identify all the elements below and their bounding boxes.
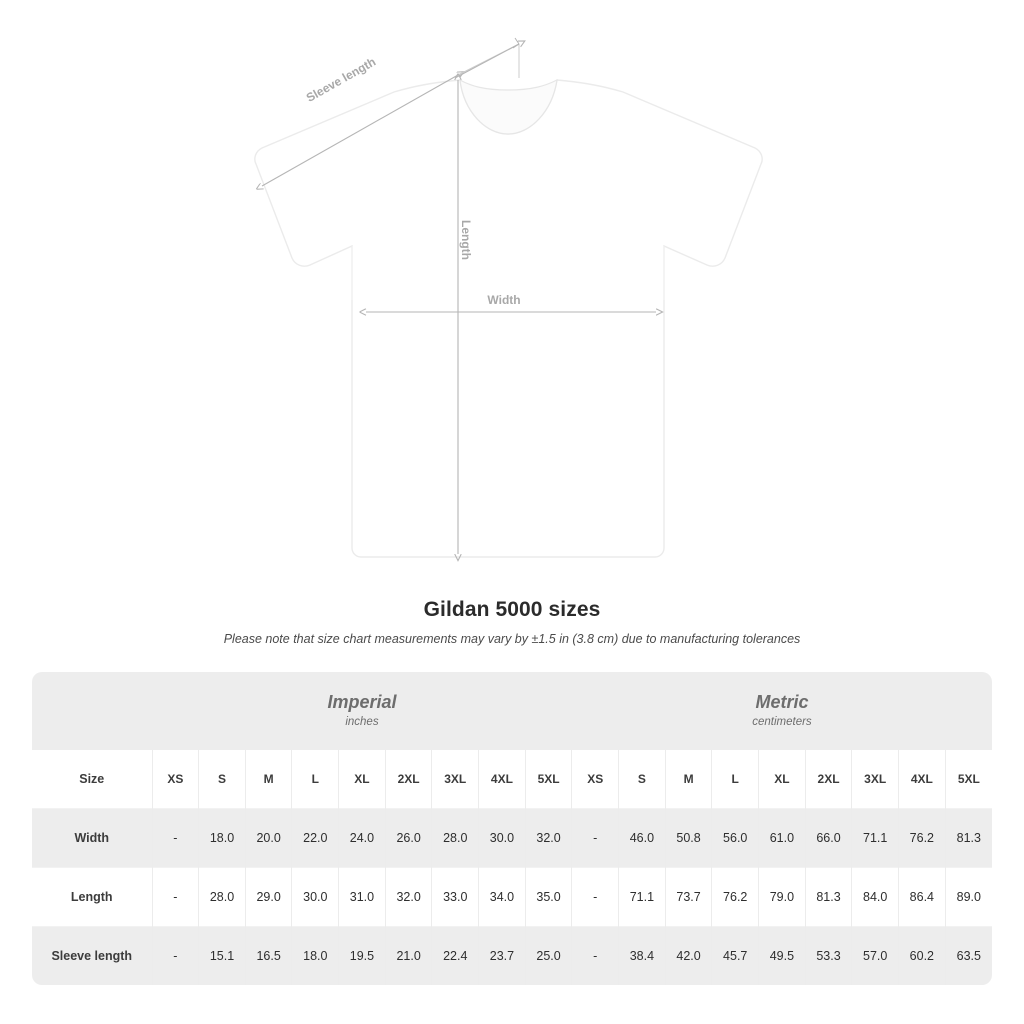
column-header-2: M (245, 750, 292, 808)
column-header-13: XL (759, 750, 806, 808)
column-header-6: 3XL (432, 750, 479, 808)
cell-sleeve-4: 19.5 (339, 926, 386, 985)
cell-width-6: 28.0 (432, 808, 479, 867)
cell-length-9: - (572, 867, 619, 926)
size-header-cell: Size (32, 750, 152, 808)
cell-width-4: 24.0 (339, 808, 386, 867)
cell-length-14: 81.3 (805, 867, 852, 926)
cell-sleeve-8: 25.0 (525, 926, 572, 985)
size-chart-table-wrap (32, 672, 992, 985)
unit-cell-metric (572, 672, 992, 750)
cell-length-4: 31.0 (339, 867, 386, 926)
cell-length-10: 71.1 (619, 867, 666, 926)
unit-sub-metric: centimeters (752, 716, 812, 729)
column-header-7: 4XL (479, 750, 526, 808)
cell-width-13: 61.0 (759, 808, 806, 867)
cell-width-5: 26.0 (385, 808, 432, 867)
column-header-4: XL (339, 750, 386, 808)
row-header-width: Width (32, 808, 152, 867)
cell-width-11: 50.8 (665, 808, 712, 867)
cell-width-14: 66.0 (805, 808, 852, 867)
cell-length-7: 34.0 (479, 867, 526, 926)
cell-length-0: - (152, 867, 199, 926)
cell-sleeve-2: 16.5 (245, 926, 292, 985)
cell-width-10: 46.0 (619, 808, 666, 867)
size-chart-table (32, 672, 992, 985)
cell-length-3: 30.0 (292, 867, 339, 926)
column-header-5: 2XL (385, 750, 432, 808)
tolerance-note: Please note that size chart measurements may vary by ±1.5 in (3.8 cm) due to manufacturing tolerances (223, 632, 801, 646)
column-header-12: L (712, 750, 759, 808)
cell-sleeve-10: 38.4 (619, 926, 666, 985)
cell-length-8: 35.0 (525, 867, 572, 926)
column-header-3: L (292, 750, 339, 808)
table-row (32, 926, 992, 985)
unit-cell-imperial (152, 672, 572, 750)
column-header-11: M (665, 750, 712, 808)
column-header-14: 2XL (805, 750, 852, 808)
cell-sleeve-17: 63.5 (945, 926, 992, 985)
cell-sleeve-5: 21.0 (385, 926, 432, 985)
row-header-length: Length (32, 867, 152, 926)
cell-width-17: 81.3 (945, 808, 992, 867)
cell-width-7: 30.0 (479, 808, 526, 867)
cell-sleeve-6: 22.4 (432, 926, 479, 985)
cell-length-6: 33.0 (432, 867, 479, 926)
column-header-9: XS (572, 750, 619, 808)
cell-length-12: 76.2 (712, 867, 759, 926)
width-label: Width (487, 293, 521, 307)
cell-sleeve-1: 15.1 (199, 926, 246, 985)
cell-sleeve-0: - (152, 926, 199, 985)
table-row (32, 867, 992, 926)
cell-width-16: 76.2 (899, 808, 946, 867)
unit-spacer-cell (32, 672, 152, 750)
cell-sleeve-13: 49.5 (759, 926, 806, 985)
column-header-10: S (619, 750, 666, 808)
cell-width-0: - (152, 808, 199, 867)
cell-width-15: 71.1 (852, 808, 899, 867)
cell-length-2: 29.0 (245, 867, 292, 926)
cell-sleeve-15: 57.0 (852, 926, 899, 985)
unit-header-row (32, 672, 992, 750)
cell-length-15: 84.0 (852, 867, 899, 926)
column-header-0: XS (152, 750, 199, 808)
cell-length-5: 32.0 (385, 867, 432, 926)
row-header-sleeve-length: Sleeve length (32, 926, 152, 985)
size-header-row (32, 750, 992, 808)
unit-name-imperial: Imperial (327, 691, 397, 712)
cell-width-3: 22.0 (292, 808, 339, 867)
cell-sleeve-12: 45.7 (712, 926, 759, 985)
cell-sleeve-9: - (572, 926, 619, 985)
table-row (32, 808, 992, 867)
tshirt-shape (255, 80, 762, 557)
unit-name-metric: Metric (755, 691, 809, 712)
unit-sub-imperial: inches (345, 716, 379, 729)
column-header-15: 3XL (852, 750, 899, 808)
page-title: Gildan 5000 sizes (423, 598, 601, 621)
column-header-16: 4XL (899, 750, 946, 808)
cell-sleeve-3: 18.0 (292, 926, 339, 985)
cell-width-8: 32.0 (525, 808, 572, 867)
cell-length-11: 73.7 (665, 867, 712, 926)
column-header-8: 5XL (525, 750, 572, 808)
title-block (0, 598, 1024, 646)
cell-length-17: 89.0 (945, 867, 992, 926)
length-label: Length (459, 220, 473, 260)
cell-width-1: 18.0 (199, 808, 246, 867)
cell-length-16: 86.4 (899, 867, 946, 926)
cell-sleeve-7: 23.7 (479, 926, 526, 985)
cell-sleeve-11: 42.0 (665, 926, 712, 985)
sleeve-length-label: Sleeve length (303, 54, 379, 105)
cell-width-9: - (572, 808, 619, 867)
cell-width-12: 56.0 (712, 808, 759, 867)
cell-width-2: 20.0 (245, 808, 292, 867)
cell-sleeve-16: 60.2 (899, 926, 946, 985)
cell-length-13: 79.0 (759, 867, 806, 926)
column-header-1: S (199, 750, 246, 808)
column-header-17: 5XL (945, 750, 992, 808)
cell-length-1: 28.0 (199, 867, 246, 926)
cell-sleeve-14: 53.3 (805, 926, 852, 985)
